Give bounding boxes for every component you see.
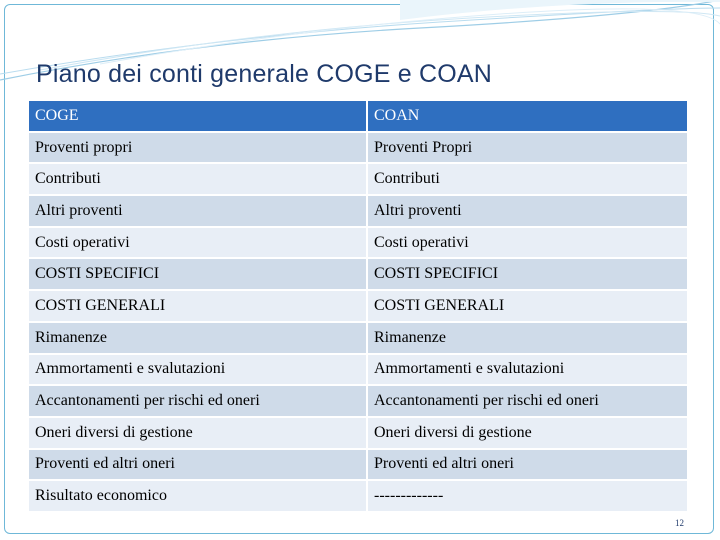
cell-coan: COSTI SPECIFICI xyxy=(367,258,688,290)
table-row xyxy=(28,322,688,354)
cell-coan: Proventi ed altri oneri xyxy=(367,449,688,481)
page-title: Piano dei conti generale COGE e COAN xyxy=(36,60,493,88)
cell-coge: Ammortamenti e svalutazioni xyxy=(28,354,367,386)
page-number: 12 xyxy=(675,518,684,528)
table-row xyxy=(28,449,688,481)
table-row xyxy=(28,227,688,259)
cell-coge: Accantonamenti per rischi ed oneri xyxy=(28,385,367,417)
cell-coan: Altri proventi xyxy=(367,195,688,227)
cell-coan: Contributi xyxy=(367,163,688,195)
table-row xyxy=(28,132,688,164)
cell-coan: Oneri diversi di gestione xyxy=(367,417,688,449)
cell-coge: Altri proventi xyxy=(28,195,367,227)
cell-coan: Ammortamenti e svalutazioni xyxy=(367,354,688,386)
cell-coan: ------------- xyxy=(367,480,688,512)
cell-coan: COSTI GENERALI xyxy=(367,290,688,322)
cell-coge: Proventi ed altri oneri xyxy=(28,449,367,481)
table-row xyxy=(28,354,688,386)
cell-coge: COSTI GENERALI xyxy=(28,290,367,322)
table-row xyxy=(28,195,688,227)
cell-coan: Rimanenze xyxy=(367,322,688,354)
table-row xyxy=(28,290,688,322)
header-coge: COGE xyxy=(28,100,367,132)
cell-coan: Costi operativi xyxy=(367,227,688,259)
table-row xyxy=(28,417,688,449)
cell-coge: Proventi propri xyxy=(28,132,367,164)
accounts-table xyxy=(27,99,689,513)
cell-coge: Oneri diversi di gestione xyxy=(28,417,367,449)
cell-coge: Risultato economico xyxy=(28,480,367,512)
cell-coan: Accantonamenti per rischi ed oneri xyxy=(367,385,688,417)
header-coan: COAN xyxy=(367,100,688,132)
table-row xyxy=(28,385,688,417)
cell-coan: Proventi Propri xyxy=(367,132,688,164)
cell-coge: Contributi xyxy=(28,163,367,195)
table-row xyxy=(28,258,688,290)
table-row xyxy=(28,163,688,195)
cell-coge: Rimanenze xyxy=(28,322,367,354)
table-row xyxy=(28,480,688,512)
table-header-row xyxy=(28,100,688,132)
cell-coge: COSTI SPECIFICI xyxy=(28,258,367,290)
cell-coge: Costi operativi xyxy=(28,227,367,259)
